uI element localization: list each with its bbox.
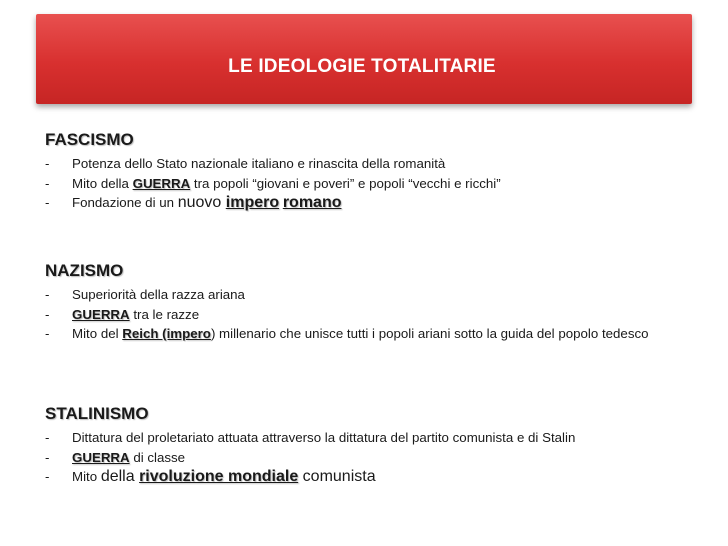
heading-fascismo: FASCISMO xyxy=(45,130,134,149)
slide-title: LE IDEOLOGIE TOTALITARIE xyxy=(228,56,496,77)
keyword-reich: Reich (impero xyxy=(122,326,211,341)
section-nazismo xyxy=(45,261,692,344)
list-item: - Fondazione di un nuovo impero romano xyxy=(45,194,342,211)
section-fascismo xyxy=(45,130,501,213)
keyword-rivoluzione-mondiale: rivoluzione mondiale xyxy=(139,468,299,485)
list-item: - Mito del Reich (impero) millenario che unisce tutti i popoli ariani sotto la guida del popolo tedesco xyxy=(45,326,649,341)
section-stalinismo xyxy=(45,404,632,487)
keyword-guerra: GUERRA xyxy=(132,175,191,191)
keyword-guerra: GUERRA xyxy=(72,449,130,465)
list-nazismo xyxy=(45,285,692,344)
list-item: - GUERRA tra le razze xyxy=(45,306,200,322)
list-item: - Mito della GUERRA tra popoli “giovani e poveri” e popoli “vecchi e ricchi” xyxy=(45,175,501,191)
list-item: - Potenza dello Stato nazionale italiano e rinascita della romanità xyxy=(45,156,446,171)
list-item: - Mito della rivoluzione mondiale comunista xyxy=(45,468,376,485)
title-banner xyxy=(36,14,692,104)
list-item: - Dittatura del proletariato attuata attraverso la dittatura del partito comunista e di Stalin xyxy=(45,430,576,445)
heading-stalinismo: STALINISMO xyxy=(45,404,149,423)
list-stalinismo xyxy=(45,428,632,487)
keyword-romano: romano xyxy=(282,194,342,211)
list-fascismo xyxy=(45,154,501,213)
list-item: - GUERRA di classe xyxy=(45,449,186,465)
keyword-guerra: GUERRA xyxy=(72,306,130,322)
heading-nazismo: NAZISMO xyxy=(45,261,124,280)
list-item: - Superiorità della razza ariana xyxy=(45,287,245,302)
keyword-impero: impero xyxy=(225,194,280,211)
